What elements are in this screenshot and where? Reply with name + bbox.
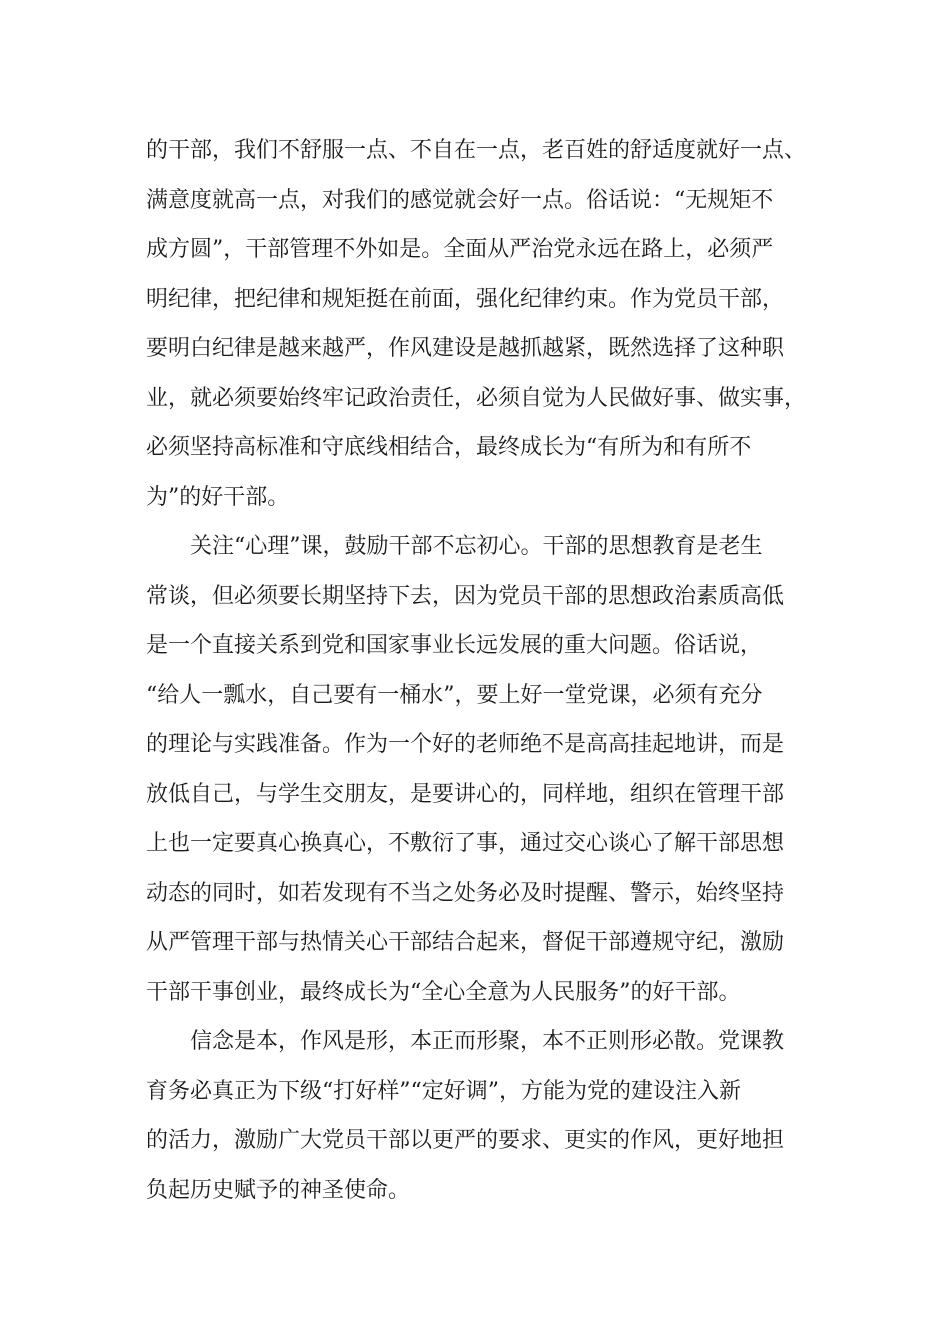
paragraph-line: 满意度就高一点，对我们的感觉就会好一点。俗话说：“无规矩不 (146, 187, 774, 213)
document-body (146, 126, 808, 1215)
paragraph-line: “给人一瓢水，自己要有一桶水”，要上好一堂党课，必须有充分 (146, 682, 763, 708)
paragraph-line: 为”的好干部。 (146, 484, 290, 510)
paragraph-line: 要明白纪律是越来越严，作风建设是越抓越紧，既然选择了这种职 (146, 336, 785, 361)
paragraph-line: 的干部，我们不舒服一点、不自在一点，老百姓的舒适度就好一点、 (146, 138, 807, 163)
paragraph-line: 育务必真正为下级“打好样”“定好调”，方能为党的建设注入新 (146, 1078, 741, 1104)
paragraph-line: 负起历史赋予的神圣使命。 (146, 1177, 411, 1203)
paragraph-line: 干部干事创业，最终成长为“全心全意为人民服务”的好干部。 (146, 979, 741, 1005)
paragraph-line: 放低自己，与学生交朋友，是要讲心的，同样地，组织在管理干部 (146, 781, 785, 807)
paragraph-line: 常谈，但必须要长期坚持下去，因为党员干部的思想政治素质高低 (146, 583, 785, 609)
paragraph-line: 从严管理干部与热情关心干部结合起来，督促干部遵规守纪，激励 (146, 930, 785, 955)
paragraph-line: 成方圆”，干部管理不外如是。全面从严治党永远在路上，必须严 (146, 237, 774, 262)
paragraph-line: 明纪律，把纪律和规矩挺在前面，强化纪律约束。作为党员干部， (146, 286, 785, 312)
paragraph-line: 信念是本，作风是形，本正而形聚，本不正则形必散。党课教 (190, 1029, 785, 1054)
paragraph-line: 的活力，激励广大党员干部以更严的要求、更实的作风，更好地担 (146, 1128, 785, 1153)
paragraph-line: 的理论与实践准备。作为一个好的老师绝不是高高挂起地讲，而是 (146, 732, 785, 757)
paragraph-line: 是一个直接关系到党和国家事业长远发展的重大问题。俗话说， (146, 633, 763, 658)
paragraph-3 (146, 1017, 808, 1215)
paragraph-line: 上也一定要真心换真心，不敷衍了事，通过交心谈心了解干部思想 (146, 831, 785, 856)
paragraph-1 (146, 126, 808, 522)
paragraph-line: 关注“心理”课，鼓励干部不忘初心。干部的思想教育是老生 (190, 534, 763, 559)
paragraph-line: 业，就必须要始终牢记政治责任，必须自觉为人民做好事、做实事， (146, 385, 807, 411)
paragraph-line: 动态的同时，如若发现有不当之处务必及时提醒、警示，始终坚持 (146, 880, 785, 906)
paragraph-2 (146, 522, 808, 1017)
paragraph-line: 必须坚持高标准和守底线相结合，最终成长为“有所为和有所不 (146, 435, 752, 460)
